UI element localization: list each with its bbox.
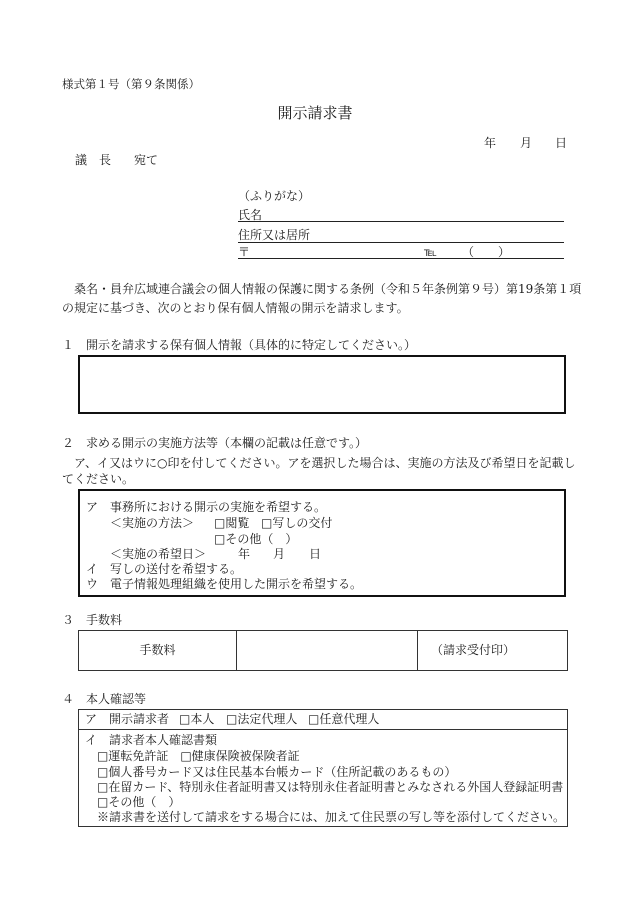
furigana-label: （ふりがな） [238, 189, 311, 203]
section4-heading: ４ 本人確認等 [62, 692, 147, 706]
fee-table [78, 630, 568, 671]
tel-parens: （ ） [462, 245, 511, 259]
preferred-day: 日 [309, 547, 322, 561]
section2-note-1: ア、イ又はウに○印を付してください。アを選択した場合は、実施の方法及び希望日を記載し [62, 456, 576, 470]
method-label: ＜実施の方法＞ [110, 516, 195, 530]
page-title: 開示請求書 [277, 104, 353, 122]
form-number: 様式第１号（第９条関係） [62, 77, 200, 91]
personal-info-input[interactable] [78, 355, 566, 414]
address-label: 住所又は居所 [238, 228, 311, 242]
date-month: 月 [520, 136, 533, 150]
fee-amount-field[interactable] [237, 631, 417, 670]
option-i[interactable]: イ 写しの送付を希望する。 [86, 562, 243, 576]
id-doc-license-insurance[interactable]: □運転免許証 □健康保険被保険者証 [97, 749, 300, 763]
id-doc-mynumber[interactable]: □個人番号カード又は住民基本台帳カード（住所記載のあるもの） [97, 765, 457, 779]
date-day: 日 [555, 136, 568, 150]
disclosure-method-box [78, 489, 566, 597]
name-label: 氏名 [238, 208, 263, 222]
address-field[interactable] [238, 242, 564, 243]
method-view-checkbox[interactable]: □閲覧 [214, 516, 250, 530]
addressee-name: 議 長 [75, 153, 112, 167]
name-field[interactable] [238, 221, 564, 222]
method-copy-checkbox[interactable]: □写しの交付 [261, 516, 333, 530]
id-doc-note: ※請求書を送付して請求をする場合には、加えて住民票の写し等を添付してください。 [97, 810, 566, 824]
preferred-year: 年 [238, 547, 251, 561]
option-a[interactable]: ア 事務所における開示の実施を希望する。 [86, 500, 327, 514]
date-label: ＜実施の希望日＞ [110, 547, 207, 561]
section2-heading: ２ 求める開示の実施方法等（本欄の記載は任意です。） [62, 436, 368, 450]
identity-row-divider [79, 729, 567, 730]
requester-legal-checkbox[interactable]: □法定代理人 [226, 712, 298, 726]
fee-divider-2 [417, 631, 418, 670]
postal-tel-field[interactable] [238, 258, 564, 259]
intro-line-1: 桑名・員弁広域連合議会の個人情報の保護に関する条例（令和５年条例第９号）第19条第１項 [62, 282, 582, 296]
stamp-label: （請求受付印） [431, 643, 516, 657]
fee-label: 手数料 [139, 643, 176, 657]
preferred-month: 月 [273, 547, 286, 561]
identity-table [78, 709, 568, 827]
section3-heading: ３ 手数料 [62, 613, 123, 627]
id-docs-label: イ 請求者本人確認書類 [85, 733, 218, 747]
tel-mark: ℡ [424, 245, 437, 259]
option-u[interactable]: ウ 電子情報処理組織を使用した開示を希望する。 [86, 577, 363, 591]
requester-label: ア 開示請求者 [85, 712, 170, 726]
requester-voluntary-checkbox[interactable]: □任意代理人 [308, 712, 380, 726]
section1-heading: １ 開示を請求する保有個人情報（具体的に特定してください。） [62, 338, 417, 352]
method-other-checkbox[interactable]: □その他（ ） [214, 532, 298, 546]
requester-self-checkbox[interactable]: □本人 [179, 712, 215, 726]
date-year: 年 [484, 136, 497, 150]
section2-note-2: てください。 [62, 472, 135, 486]
id-doc-residence-card[interactable]: □在留カード、特別永住者証明書又は特別永住者証明書とみなされる外国人登録証明書 [97, 780, 564, 794]
addressee-suffix: 宛て [134, 153, 159, 167]
postal-mark: 〒 [238, 245, 251, 259]
intro-line-2: の規定に基づき、次のとおり保有個人情報の開示を請求します。 [62, 301, 409, 315]
id-doc-other[interactable]: □その他（ ） [97, 795, 181, 809]
